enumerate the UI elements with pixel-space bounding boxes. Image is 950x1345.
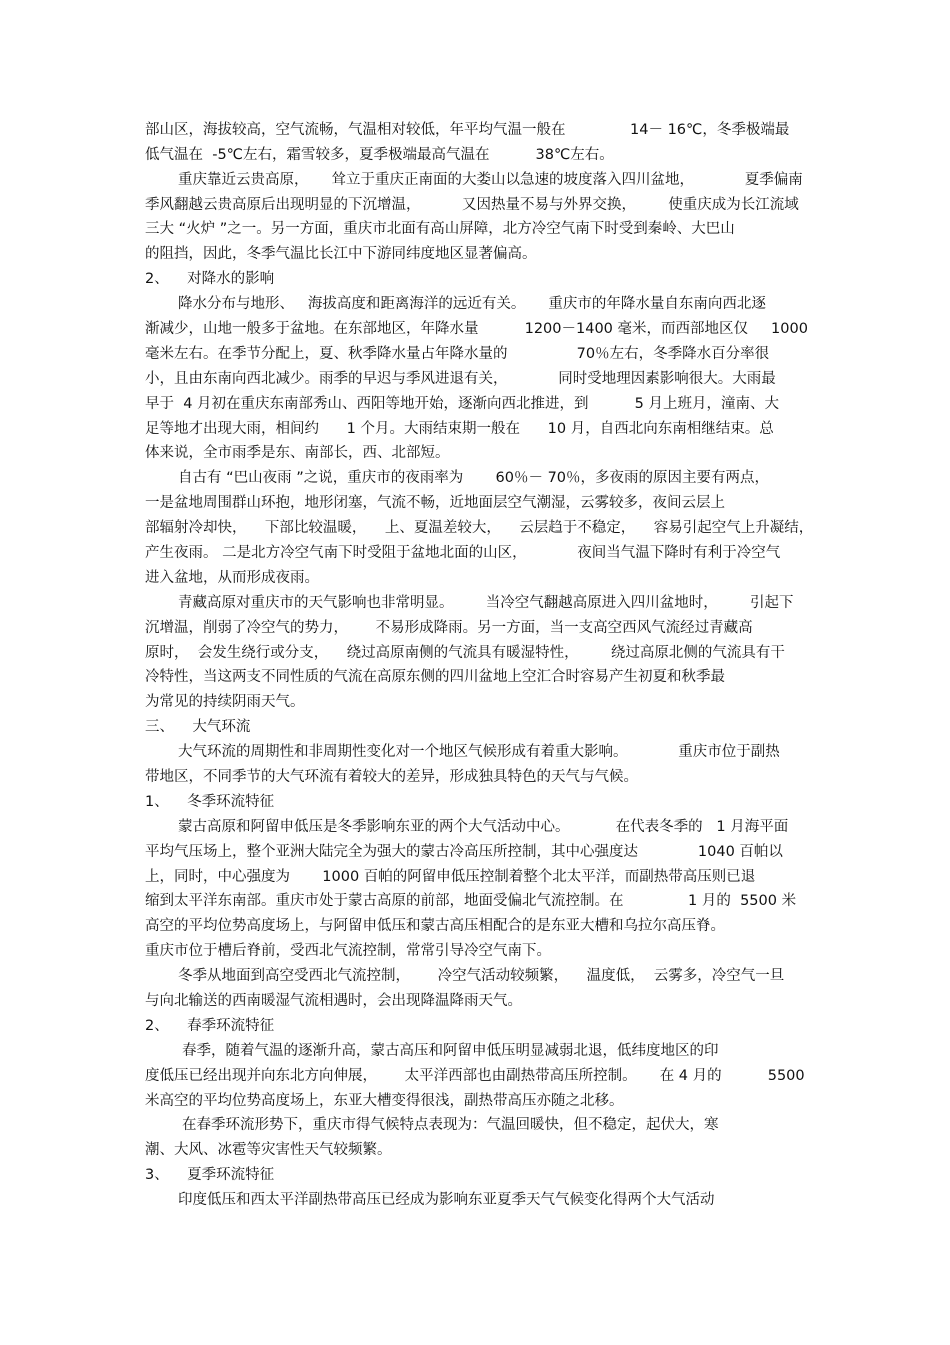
text-line: 季风翻越云贵高原后出现明显的下沉增温， 又因热量不易与外界交换， 使重庆成为长江流域 [145, 197, 799, 213]
text-line: 足等地才出现大雨，相间约 1 个月。大雨结束期一般在 10 月，自西北向东南相继结束。总 [145, 421, 774, 437]
text-line: 早于 4 月初在重庆东南部秀山、西阳等地开始，逐渐向西北推进，到 5 月上班月，潼南、大 [145, 396, 779, 412]
text-line: 潮、大风、冰雹等灾害性天气较频繁。 [145, 1142, 392, 1158]
text-line: 沉增温，削弱了冷空气的势力， 不易形成降雨。另一方面，当一支高空西风气流经过青藏高 [145, 620, 753, 636]
text-line: 印度低压和西太平洋副热带高压已经成为影响东亚夏季天气气候变化得两个大气活动 [178, 1192, 715, 1208]
text-line: 上，同时，中心强度为 1000 百帕的阿留申低压控制着整个北太平洋，而副热带高压则已退 [145, 869, 756, 885]
text-line: 部辐射冷却快， 下部比较温暖， 上、夏温差较大， 云层趋于不稳定， 容易引起空气上升凝结， [145, 520, 814, 536]
text-line: 渐减少，山地一般多于盆地。在东部地区，年降水量 1200－1400 毫米，而西部地区仅 1000 [145, 321, 808, 337]
text-line: 重庆靠近云贵高原， 耸立于重庆正南面的大娄山以急速的坡度落入四川盆地， 夏季偏南 [178, 172, 803, 188]
text-line: 毫米左右。在季节分配上，夏、秋季降水量占年降水量的 70％左右，冬季降水百分率很 [145, 346, 770, 362]
text-line: 体来说，全市雨季是东、南部长，西、北部短。 [145, 445, 450, 461]
text-line: 的阻挡，因此，冬季气温比长江中下游同纬度地区显著偏高。 [145, 246, 537, 262]
text-line: 春季，随着气温的逐渐升高，蒙古高压和阿留申低压明显减弱北退，低纬度地区的印 [182, 1043, 719, 1059]
text-line: 蒙古高原和阿留申低压是冬季影响东亚的两个大气活动中心。 在代表冬季的 1 月海平面 [178, 819, 789, 835]
text-line: 与向北输送的西南暖湿气流相遇时，会出现降温降雨天气。 [145, 993, 522, 1009]
text-line: 度低压已经出现并向东北方向伸展， 太平洋西部也由副热带高压所控制。 在 4 月的 5500 [145, 1068, 805, 1084]
text-line: 带地区，不同季节的大气环流有着较大的差异，形成独具特色的天气与气候。 [145, 769, 638, 785]
section-heading: 1、 冬季环流特征 [145, 794, 275, 810]
text-line: 自古有 “巴山夜雨 ”之说，重庆市的夜雨率为 60％－ 70％，多夜雨的原因主要有两点， [178, 470, 770, 486]
text-line: 冬季从地面到高空受西北气流控制， 冷空气活动较频繁， 温度低， 云雾多，冷空气一旦 [178, 968, 785, 984]
text-line: 在春季环流形势下，重庆市得气候特点表现为：气温回暖快，但不稳定，起伏大，寒 [182, 1117, 719, 1133]
text-line: 进入盆地，从而形成夜雨。 [145, 570, 319, 586]
section-heading: 三、 大气环流 [145, 719, 251, 735]
text-line: 降水分布与地形、 海拔高度和距离海洋的远近有关。 重庆市的年降水量自东南向西北逐 [178, 296, 766, 312]
text-line: 部山区，海拔较高，空气流畅，气温相对较低，年平均气温一般在 14－ 16℃，冬季极端最 [145, 122, 790, 138]
text-line: 高空的平均位势高度场上，与阿留申低压和蒙古高压相配合的是东亚大槽和乌拉尔高压脊。 [145, 918, 725, 934]
text-line: 低气温在 -5℃左右，霜雪较多，夏季极端最高气温在 38℃左右。 [145, 147, 614, 163]
text-line: 三大 “火炉 ”之一。另一方面，重庆市北面有高山屏障，北方冷空气南下时受到秦岭、大巴山 [145, 221, 735, 237]
text-line: 小，且由东南向西北减少。雨季的早迟与季风进退有关， 同时受地理因素影响很大。大雨最 [145, 371, 776, 387]
text-line: 冷特性，当这两支不同性质的气流在高原东侧的四川盆地上空汇合时容易产生初夏和秋季最 [145, 669, 725, 685]
text-line: 为常见的持续阴雨天气。 [145, 694, 305, 710]
text-line: 重庆市位于槽后脊前，受西北气流控制，常常引导冷空气南下。 [145, 943, 551, 959]
text-line: 一是盆地周围群山环抱，地形闭塞，气流不畅，近地面层空气潮湿，云雾较多，夜间云层上 [145, 495, 725, 511]
section-heading: 2、 对降水的影响 [145, 271, 275, 287]
text-line: 产生夜雨。 二是北方冷空气南下时受阻于盆地北面的山区， 夜间当气温下降时有利于冷空气 [145, 545, 781, 561]
text-line: 平均气压场上，整个亚洲大陆完全为强大的蒙古冷高压所控制，其中心强度达 1040 百帕以 [145, 844, 783, 860]
section-heading: 2、 春季环流特征 [145, 1018, 275, 1034]
text-line: 米高空的平均位势高度场上，东亚大槽变得很浅，副热带高压亦随之北移。 [145, 1093, 624, 1109]
text-line: 青藏高原对重庆市的天气影响也非常明显。 当冷空气翻越高原进入四川盆地时， 引起下 [178, 595, 794, 611]
text-line: 大气环流的周期性和非周期性变化对一个地区气候形成有着重大影响。 重庆市位于副热 [178, 744, 780, 760]
text-line: 原时， 会发生绕行或分支， 绕过高原南侧的气流具有暖湿特性， 绕过高原北侧的气流具有干 [145, 645, 785, 661]
section-heading: 3、 夏季环流特征 [145, 1167, 275, 1183]
text-line: 缩到太平洋东南部。重庆市处于蒙古高原的前部，地面受偏北气流控制。在 1 月的 5500 米 [145, 893, 797, 909]
